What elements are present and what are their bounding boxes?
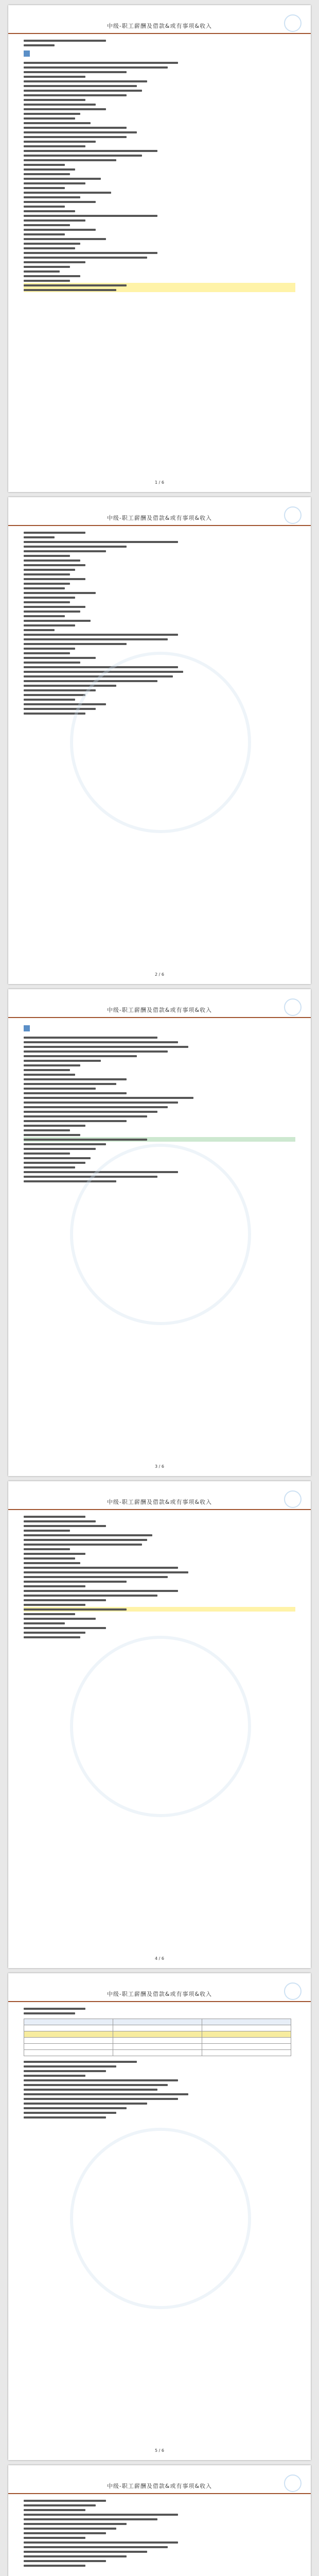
page-2 bbox=[8, 497, 311, 984]
page-number: 5 / 6 bbox=[155, 2448, 164, 2453]
page-content bbox=[8, 1510, 311, 1639]
page-4 bbox=[8, 1481, 311, 1968]
watermark-logo bbox=[284, 506, 302, 524]
page-number: 2 / 6 bbox=[155, 972, 164, 977]
watermark-seal bbox=[70, 2128, 251, 2309]
summary-table bbox=[24, 2019, 291, 2056]
page-header: 中级-职工薪酬及借款&或有事项&收入 bbox=[8, 1973, 311, 2002]
watermark-logo bbox=[284, 1982, 302, 2000]
page-header: 中级-职工薪酬及借款&或有事项&收入 bbox=[8, 989, 311, 1018]
watermark-logo bbox=[284, 1490, 302, 1508]
page-content bbox=[8, 2494, 311, 2568]
watermark-seal bbox=[70, 652, 251, 833]
page-number: 1 / 6 bbox=[155, 480, 164, 485]
page-content bbox=[8, 2002, 311, 2120]
page-header: 中级-职工薪酬及借款&或有事项&收入 bbox=[8, 2465, 311, 2494]
watermark-logo bbox=[284, 998, 302, 1016]
watermark-logo bbox=[284, 2475, 302, 2492]
page-5 bbox=[8, 1973, 311, 2460]
watermark-seal bbox=[70, 1636, 251, 1817]
page-1 bbox=[8, 5, 311, 492]
page-header: 中级-职工薪酬及借款&或有事项&收入 bbox=[8, 497, 311, 526]
section-tag bbox=[24, 50, 30, 57]
watermark-seal bbox=[70, 1144, 251, 1325]
page-number: 4 / 6 bbox=[155, 1956, 164, 1961]
page-number: 3 / 6 bbox=[155, 1464, 164, 1469]
page-3 bbox=[8, 989, 311, 1476]
page-header: 中级-职工薪酬及借款&或有事项&收入 bbox=[8, 5, 311, 34]
page-6 bbox=[8, 2465, 311, 2576]
page-header: 中级-职工薪酬及借款&或有事项&收入 bbox=[8, 1481, 311, 1510]
page-content bbox=[8, 34, 311, 292]
watermark-logo bbox=[284, 14, 302, 32]
section-tag bbox=[24, 1025, 30, 1031]
